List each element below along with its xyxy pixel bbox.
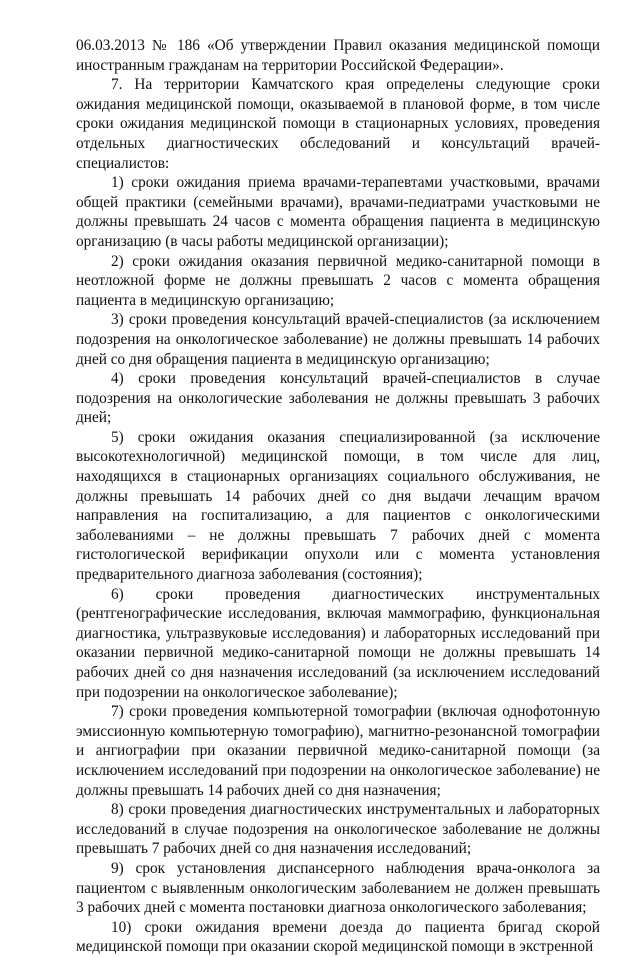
paragraph-list-item-8: 8) сроки проведения диагностических инструментальных и лабораторных исследований в случае подозрения на онкологическое заболевание не должны превышать 7 рабочих дней со дня назначения исследований; bbox=[76, 801, 600, 858]
paragraph-list-item-6: 6) сроки проведения диагностических инструментальных (рентгенографические исследования, включая маммографию, функциональная диагностика, ультразвуковые исследования) и лабораторных исследований при оказании первичной медико-санитарной помощи не должны превышать 14 рабочих дней со дня назначения исследований (за исключением исследований при подозрении на онкологическое заболевание); bbox=[76, 585, 600, 701]
paragraph-list-item-10: 10) сроки ожидания времени доезда до пациента бригад скорой медицинской помощи при оказании скорой медицинской помощи в экстренной bbox=[76, 918, 600, 956]
paragraph-list-item-3: 3) сроки проведения консультаций врачей-специалистов (за исключением подозрения на онкологическое заболевание) не должны превышать 14 рабочих дней со дня обращения пациента в медицинскую организацию; bbox=[76, 311, 600, 368]
paragraph-item-7-intro: 7. На территории Камчатского края определены следующие сроки ожидания медицинской помощи, оказываемой в плановой форме, в том числе сроки ожидания медицинской помощи в стационарных условиях, проведения отдельных диагностических обследований и консультаций врачей-специалистов: bbox=[76, 76, 600, 172]
paragraph-list-item-2: 2) сроки ожидания оказания первичной медико-санитарной помощи в неотложной форме не должны превышать 2 часов с момента обращения пациента в медицинскую организацию; bbox=[76, 252, 600, 309]
paragraph-list-item-5: 5) сроки ожидания оказания специализированной (за исключение высокотехнологичной) медицинской помощи, в том числе для лиц, находящихся в стационарных организациях социального обслуживания, не должны превышать 14 рабочих дней со дня выдачи лечащим врачом направления на госпитализацию, а для пациентов с онкологическими заболеваниями – не должны превышать 7 рабочих дней с момента гистологической верификации опухоли или с момента установления предварительного диагноза заболевания (состояния); bbox=[76, 428, 600, 584]
paragraph-list-item-7: 7) сроки проведения компьютерной томографии (включая однофотонную эмиссионную компьютерную томографию), магнитно-резонансной томографии и ангиографии при оказании первичной медико-санитарной помощи (за исключением исследований при подозрении на онкологическое заболевание) не должны превышать 14 рабочих дней со дня назначения; bbox=[76, 703, 600, 799]
paragraph-header-continuation: 06.03.2013 № 186 «Об утверждении Правил оказания медицинской помощи иностранным гражданам на территории Российской Федерации». bbox=[76, 37, 600, 74]
paragraph-list-item-4: 4) сроки проведения консультаций врачей-специалистов в случае подозрения на онкологические заболевания не должны превышать 3 рабочих дней; bbox=[76, 370, 600, 427]
paragraph-list-item-1: 1) сроки ожидания приема врачами-терапевтами участковыми, врачами общей практики (семейными врачами), врачами-педиатрами участковыми не должны превышать 24 часов с момента обращения пациента в медицинскую организацию (в часы работы медицинской организации); bbox=[76, 174, 600, 250]
paragraph-list-item-9: 9) срок установления диспансерного наблюдения врача-онколога за пациентом с выявленным онкологическим заболеванием не должен превышать 3 рабочих дней с момента постановки диагноза онкологического заболевания; bbox=[76, 859, 600, 917]
